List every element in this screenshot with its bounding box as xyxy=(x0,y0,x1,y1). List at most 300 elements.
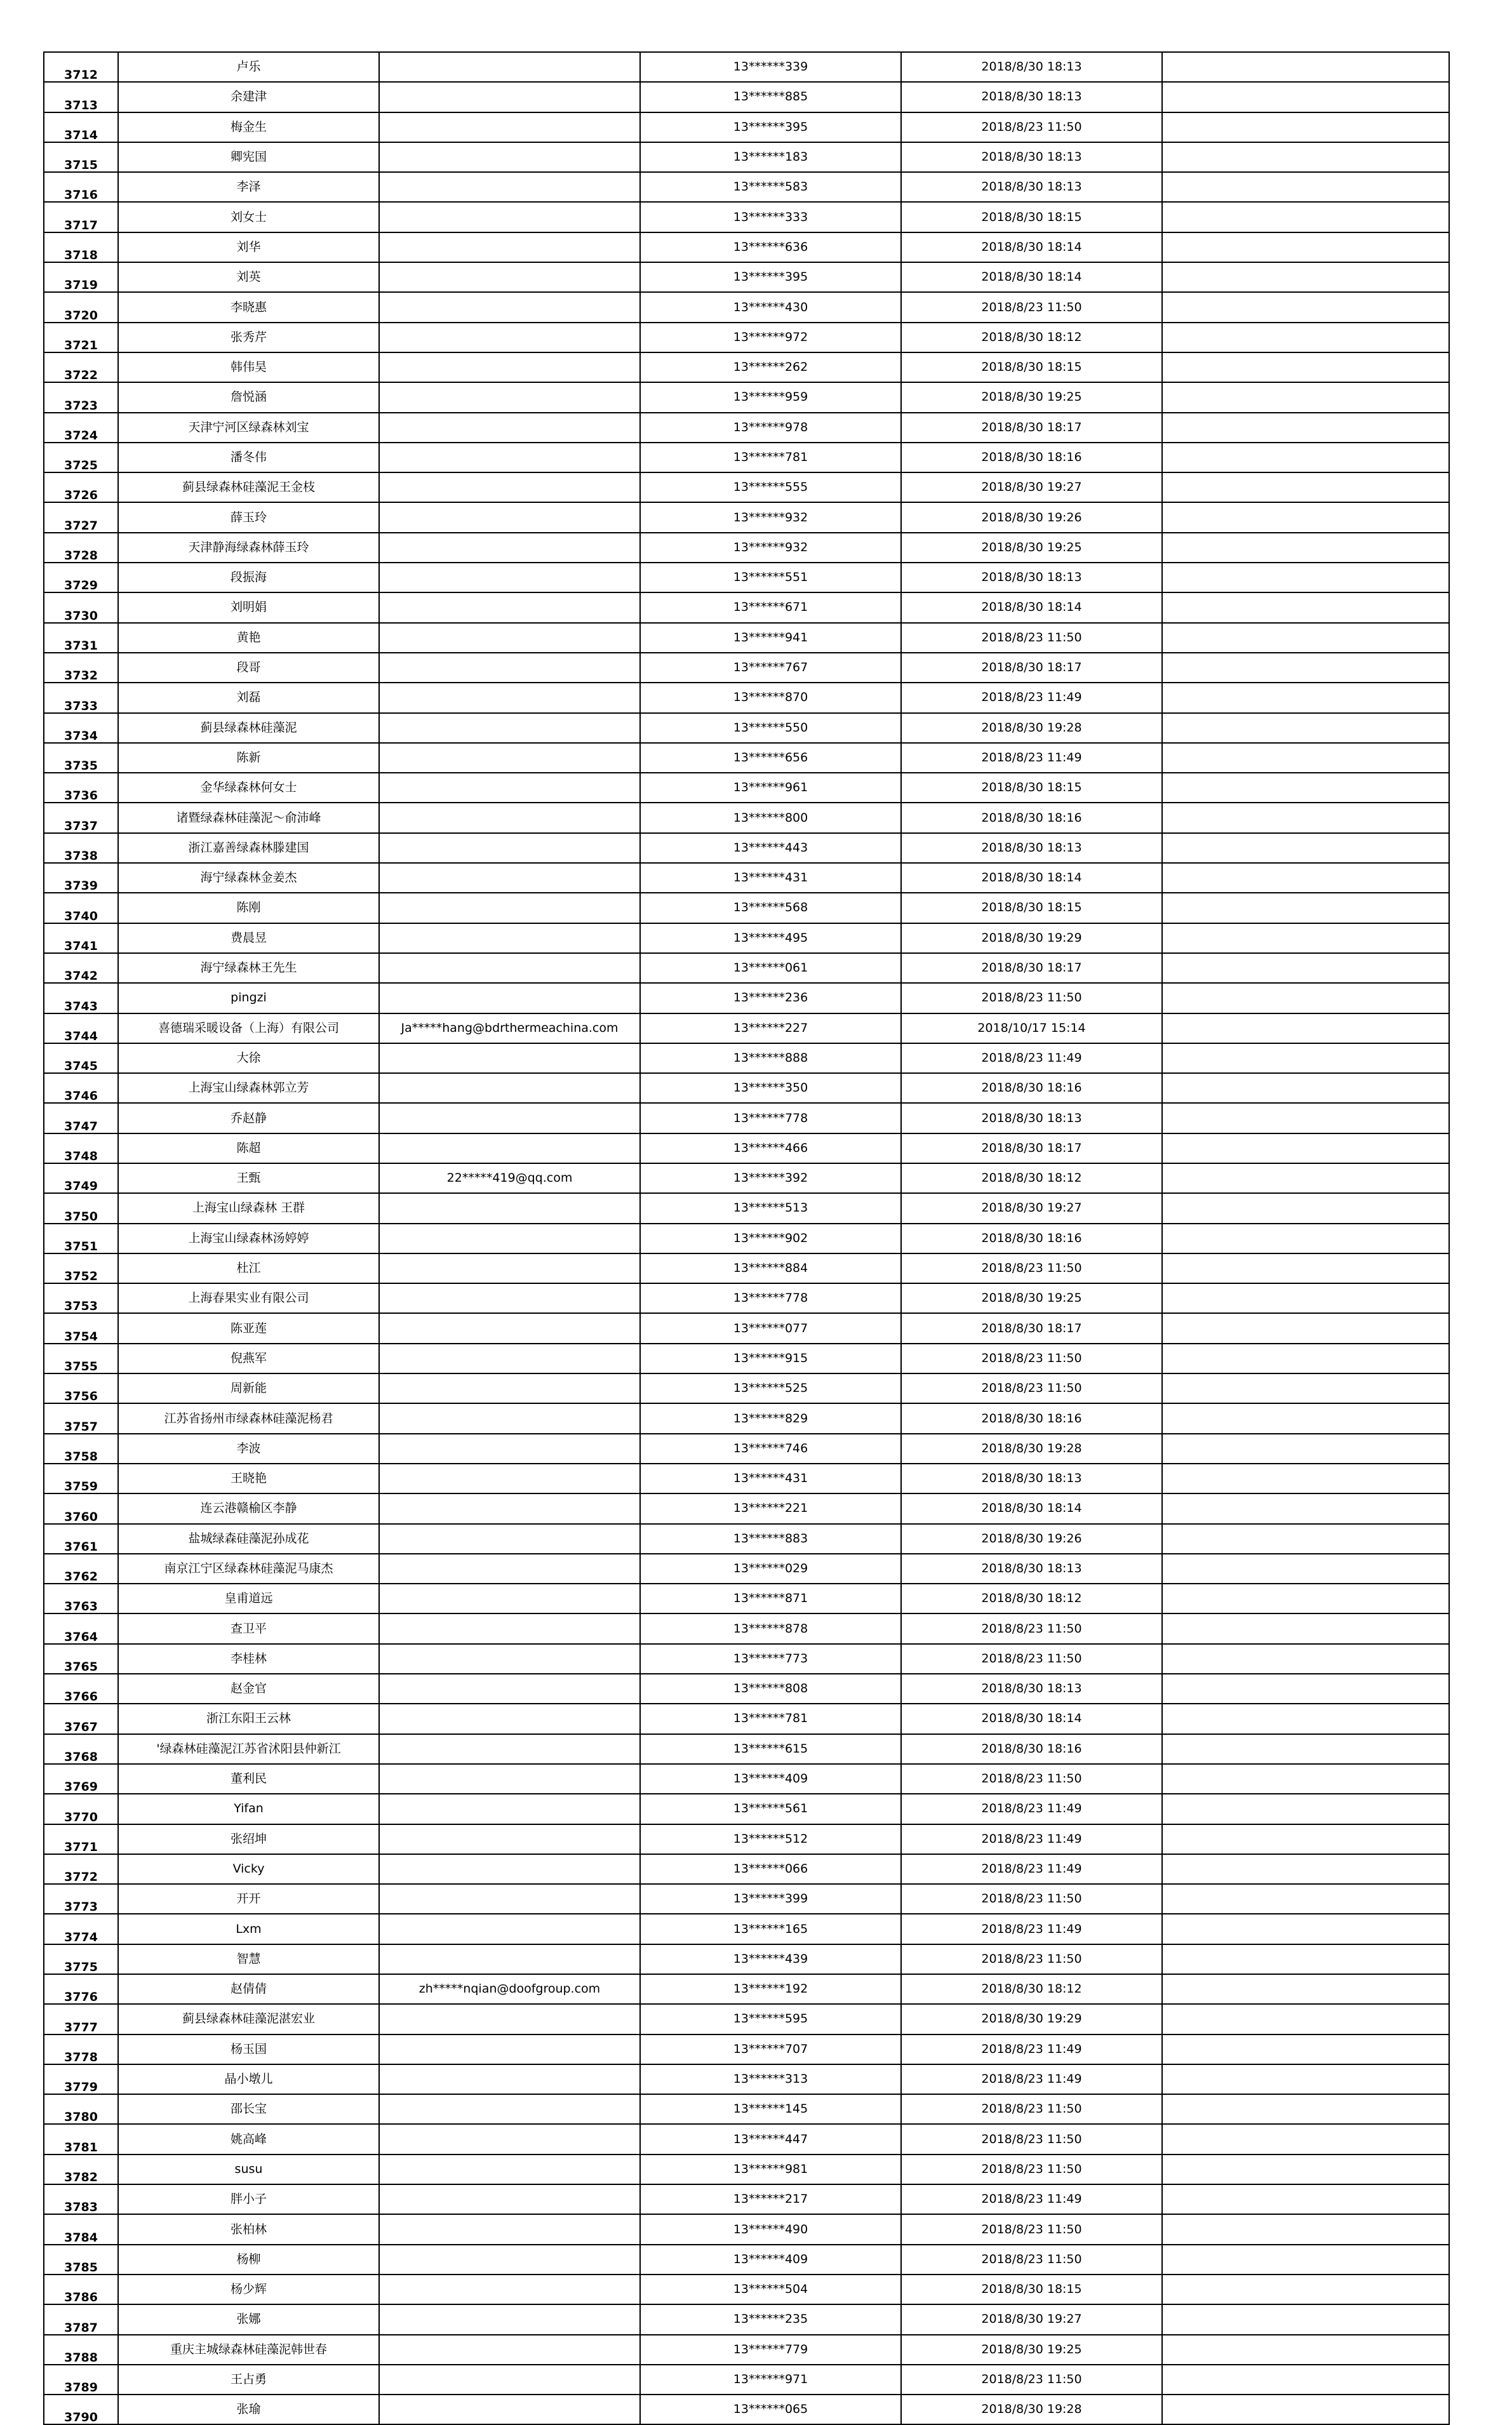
blank-cell xyxy=(1162,2154,1449,2184)
date-cell: 2018/8/23 11:49 xyxy=(901,2034,1162,2064)
table-row xyxy=(44,1163,1449,1193)
table-row xyxy=(44,502,1449,532)
table-row xyxy=(44,2335,1449,2365)
row-number-cell: 3763 xyxy=(44,1584,118,1613)
blank-cell xyxy=(1162,1253,1449,1283)
name-cell: 连云港赣榆区李静 xyxy=(118,1493,379,1523)
date-cell: 2018/8/30 18:16 xyxy=(901,443,1162,472)
email-cell xyxy=(379,2395,640,2424)
table-row xyxy=(44,953,1449,983)
email-cell xyxy=(379,2094,640,2124)
name-cell: 金华绿森林何女士 xyxy=(118,773,379,803)
table-row xyxy=(44,82,1449,112)
table-row xyxy=(44,1493,1449,1523)
blank-cell xyxy=(1162,1734,1449,1764)
date-cell: 2018/8/23 11:50 xyxy=(901,2365,1162,2395)
date-cell: 2018/8/23 11:49 xyxy=(901,2184,1162,2214)
row-number-cell: 3753 xyxy=(44,1283,118,1313)
table-row xyxy=(44,2214,1449,2244)
row-number-cell: 3775 xyxy=(44,1944,118,1974)
blank-cell xyxy=(1162,983,1449,1013)
phone-cell: 13******800 xyxy=(640,803,901,832)
table-row xyxy=(44,893,1449,923)
date-cell: 2018/8/30 18:12 xyxy=(901,1584,1162,1613)
email-cell xyxy=(379,863,640,893)
blank-cell xyxy=(1162,2094,1449,2124)
blank-cell xyxy=(1162,1854,1449,1884)
email-cell xyxy=(379,2004,640,2034)
row-number-cell: 3759 xyxy=(44,1464,118,1493)
email-cell xyxy=(379,773,640,803)
phone-cell: 13******781 xyxy=(640,443,901,472)
row-number-cell: 3758 xyxy=(44,1434,118,1464)
date-cell: 2018/8/30 18:13 xyxy=(901,1554,1162,1584)
blank-cell xyxy=(1162,413,1449,443)
blank-cell xyxy=(1162,2034,1449,2064)
phone-cell: 13******525 xyxy=(640,1373,901,1403)
phone-cell: 13******885 xyxy=(640,82,901,112)
blank-cell xyxy=(1162,2004,1449,2034)
name-cell: 上海宝山绿森林汤婷婷 xyxy=(118,1224,379,1253)
blank-cell xyxy=(1162,202,1449,232)
row-number-cell: 3765 xyxy=(44,1644,118,1674)
date-cell: 2018/8/30 19:29 xyxy=(901,2004,1162,2034)
phone-cell: 13******065 xyxy=(640,2395,901,2424)
email-cell xyxy=(379,413,640,443)
row-number-cell: 3772 xyxy=(44,1854,118,1884)
table-row xyxy=(44,592,1449,622)
blank-cell xyxy=(1162,1403,1449,1433)
blank-cell xyxy=(1162,262,1449,292)
name-cell: 李波 xyxy=(118,1434,379,1464)
blank-cell xyxy=(1162,1283,1449,1313)
email-cell xyxy=(379,1644,640,1674)
table-row xyxy=(44,2275,1449,2304)
table-row xyxy=(44,112,1449,142)
name-cell: 卿宪国 xyxy=(118,142,379,172)
date-cell: 2018/8/30 18:12 xyxy=(901,1974,1162,2004)
email-cell xyxy=(379,1283,640,1313)
blank-cell xyxy=(1162,1464,1449,1493)
blank-cell xyxy=(1162,1674,1449,1704)
phone-cell: 13******941 xyxy=(640,623,901,653)
date-cell: 2018/8/30 19:27 xyxy=(901,2304,1162,2334)
email-cell: Ja*****hang@bdrthermeachina.com xyxy=(379,1013,640,1043)
date-cell: 2018/8/30 18:14 xyxy=(901,232,1162,262)
email-cell xyxy=(379,1493,640,1523)
email-cell xyxy=(379,1734,640,1764)
table-row xyxy=(44,1884,1449,1914)
row-number-cell: 3781 xyxy=(44,2124,118,2154)
blank-cell xyxy=(1162,1043,1449,1073)
phone-cell: 13******961 xyxy=(640,773,901,803)
email-cell xyxy=(379,1313,640,1343)
date-cell: 2018/8/30 18:12 xyxy=(901,323,1162,352)
email-cell xyxy=(379,1464,640,1493)
date-cell: 2018/8/30 19:28 xyxy=(901,713,1162,743)
email-cell xyxy=(379,923,640,953)
email-cell xyxy=(379,112,640,142)
date-cell: 2018/8/23 11:49 xyxy=(901,1824,1162,1854)
phone-cell: 13******878 xyxy=(640,1613,901,1643)
row-number-cell: 3717 xyxy=(44,202,118,232)
blank-cell xyxy=(1162,2304,1449,2334)
table-row xyxy=(44,1644,1449,1674)
phone-cell: 13******339 xyxy=(640,52,901,82)
email-cell xyxy=(379,1224,640,1253)
date-cell: 2018/8/30 19:25 xyxy=(901,1283,1162,1313)
date-cell: 2018/8/30 18:16 xyxy=(901,1073,1162,1103)
phone-cell: 13******490 xyxy=(640,2214,901,2244)
name-cell: 韩伟昊 xyxy=(118,352,379,382)
blank-cell xyxy=(1162,1704,1449,1734)
name-cell: 张娜 xyxy=(118,2304,379,2334)
date-cell: 2018/10/17 15:14 xyxy=(901,1013,1162,1043)
blank-cell xyxy=(1162,142,1449,172)
phone-cell: 13******568 xyxy=(640,893,901,923)
row-number-cell: 3725 xyxy=(44,443,118,472)
blank-cell xyxy=(1162,1133,1449,1163)
name-cell: pingzi xyxy=(118,983,379,1013)
date-cell: 2018/8/23 11:50 xyxy=(901,2245,1162,2275)
blank-cell xyxy=(1162,743,1449,773)
email-cell xyxy=(379,1854,640,1884)
name-cell: 陈超 xyxy=(118,1133,379,1163)
table-row xyxy=(44,2034,1449,2064)
name-cell: 盐城绿森硅藻泥孙成花 xyxy=(118,1524,379,1554)
row-number-cell: 3736 xyxy=(44,773,118,803)
date-cell: 2018/8/23 11:50 xyxy=(901,983,1162,1013)
email-cell xyxy=(379,292,640,322)
email-cell xyxy=(379,443,640,472)
date-cell: 2018/8/23 11:49 xyxy=(901,683,1162,712)
row-number-cell: 3790 xyxy=(44,2395,118,2424)
phone-cell: 13******583 xyxy=(640,172,901,202)
phone-cell: 13******165 xyxy=(640,1914,901,1944)
name-cell: 费晨昱 xyxy=(118,923,379,953)
phone-cell: 13******513 xyxy=(640,1193,901,1223)
row-number-cell: 3745 xyxy=(44,1043,118,1073)
row-number-cell: 3769 xyxy=(44,1764,118,1794)
email-cell xyxy=(379,1704,640,1734)
blank-cell xyxy=(1162,292,1449,322)
name-cell: 浙江东阳王云林 xyxy=(118,1704,379,1734)
email-cell xyxy=(379,2214,640,2244)
blank-cell xyxy=(1162,2335,1449,2365)
row-number-cell: 3786 xyxy=(44,2275,118,2304)
name-cell: 邵长宝 xyxy=(118,2094,379,2124)
row-number-cell: 3788 xyxy=(44,2335,118,2365)
row-number-cell: 3738 xyxy=(44,833,118,863)
row-number-cell: 3730 xyxy=(44,592,118,622)
name-cell: 刘英 xyxy=(118,262,379,292)
table-row xyxy=(44,1734,1449,1764)
phone-cell: 13******555 xyxy=(640,472,901,502)
date-cell: 2018/8/30 18:14 xyxy=(901,592,1162,622)
table-row xyxy=(44,743,1449,773)
date-cell: 2018/8/30 19:28 xyxy=(901,2395,1162,2424)
phone-cell: 13******077 xyxy=(640,1313,901,1343)
table-row xyxy=(44,533,1449,563)
phone-cell: 13******183 xyxy=(640,142,901,172)
date-cell: 2018/8/23 11:50 xyxy=(901,1644,1162,1674)
row-number-cell: 3762 xyxy=(44,1554,118,1584)
row-number-cell: 3713 xyxy=(44,82,118,112)
email-cell xyxy=(379,472,640,502)
name-cell: 南京江宁区绿森林硅藻泥马康杰 xyxy=(118,1554,379,1584)
date-cell: 2018/8/23 11:50 xyxy=(901,623,1162,653)
name-cell: 李泽 xyxy=(118,172,379,202)
email-cell xyxy=(379,1403,640,1433)
email-cell xyxy=(379,52,640,82)
name-cell: 刘明娟 xyxy=(118,592,379,622)
date-cell: 2018/8/30 18:13 xyxy=(901,142,1162,172)
email-cell: zh*****nqian@doofgroup.com xyxy=(379,1974,640,2004)
table-row xyxy=(44,262,1449,292)
phone-cell: 13******512 xyxy=(640,1824,901,1854)
email-cell xyxy=(379,953,640,983)
phone-cell: 13******870 xyxy=(640,683,901,712)
row-number-cell: 3742 xyxy=(44,953,118,983)
blank-cell xyxy=(1162,713,1449,743)
blank-cell xyxy=(1162,232,1449,262)
email-cell xyxy=(379,382,640,412)
date-cell: 2018/8/30 18:14 xyxy=(901,1493,1162,1523)
phone-cell: 13******221 xyxy=(640,1493,901,1523)
phone-cell: 13******871 xyxy=(640,1584,901,1613)
name-cell: 王占勇 xyxy=(118,2365,379,2395)
row-number-cell: 3731 xyxy=(44,623,118,653)
row-number-cell: 3723 xyxy=(44,382,118,412)
date-cell: 2018/8/30 18:13 xyxy=(901,1674,1162,1704)
row-number-cell: 3752 xyxy=(44,1253,118,1283)
phone-cell: 13******902 xyxy=(640,1224,901,1253)
row-number-cell: 3716 xyxy=(44,172,118,202)
name-cell: 上海宝山绿森林郭立芳 xyxy=(118,1073,379,1103)
email-cell xyxy=(379,623,640,653)
email-cell xyxy=(379,1764,640,1794)
table-row xyxy=(44,563,1449,592)
table-body xyxy=(44,52,1449,2424)
date-cell: 2018/8/30 19:25 xyxy=(901,382,1162,412)
row-number-cell: 3754 xyxy=(44,1313,118,1343)
blank-cell xyxy=(1162,1313,1449,1343)
name-cell: 天津宁河区绿森林刘宝 xyxy=(118,413,379,443)
blank-cell xyxy=(1162,563,1449,592)
name-cell: 潘冬伟 xyxy=(118,443,379,472)
name-cell: 晶小墩儿 xyxy=(118,2064,379,2094)
name-cell: 智慧 xyxy=(118,1944,379,1974)
phone-cell: 13******779 xyxy=(640,2335,901,2365)
name-cell: 杨柳 xyxy=(118,2245,379,2275)
table-row xyxy=(44,1344,1449,1373)
row-number-cell: 3732 xyxy=(44,653,118,683)
table-row xyxy=(44,773,1449,803)
date-cell: 2018/8/30 18:17 xyxy=(901,1133,1162,1163)
name-cell: 梅金生 xyxy=(118,112,379,142)
phone-cell: 13******217 xyxy=(640,2184,901,2214)
blank-cell xyxy=(1162,592,1449,622)
phone-cell: 13******773 xyxy=(640,1644,901,1674)
registration-table xyxy=(43,51,1450,2425)
row-number-cell: 3724 xyxy=(44,413,118,443)
phone-cell: 13******778 xyxy=(640,1103,901,1133)
phone-cell: 13******767 xyxy=(640,653,901,683)
blank-cell xyxy=(1162,1013,1449,1043)
table-row xyxy=(44,52,1449,82)
blank-cell xyxy=(1162,2184,1449,2214)
phone-cell: 13******431 xyxy=(640,1464,901,1493)
blank-cell xyxy=(1162,1824,1449,1854)
name-cell: 江苏省扬州市绿森林硅藻泥杨君 xyxy=(118,1403,379,1433)
email-cell xyxy=(379,352,640,382)
email-cell xyxy=(379,743,640,773)
name-cell: 张瑜 xyxy=(118,2395,379,2424)
blank-cell xyxy=(1162,1974,1449,2004)
name-cell: 薛玉玲 xyxy=(118,502,379,532)
blank-cell xyxy=(1162,1584,1449,1613)
name-cell: 倪燕军 xyxy=(118,1344,379,1373)
phone-cell: 13******192 xyxy=(640,1974,901,2004)
blank-cell xyxy=(1162,683,1449,712)
row-number-cell: 3760 xyxy=(44,1493,118,1523)
row-number-cell: 3761 xyxy=(44,1524,118,1554)
email-cell xyxy=(379,713,640,743)
row-number-cell: 3784 xyxy=(44,2214,118,2244)
table-row xyxy=(44,1283,1449,1313)
date-cell: 2018/8/30 19:27 xyxy=(901,1193,1162,1223)
date-cell: 2018/8/30 18:17 xyxy=(901,653,1162,683)
date-cell: 2018/8/23 11:50 xyxy=(901,2214,1162,2244)
name-cell: '绿森林硅藻泥江苏省沭阳县仲新江 xyxy=(118,1734,379,1764)
table-row xyxy=(44,1794,1449,1824)
table-row xyxy=(44,2304,1449,2334)
email-cell xyxy=(379,1043,640,1073)
date-cell: 2018/8/23 11:50 xyxy=(901,2154,1162,2184)
email-cell xyxy=(379,833,640,863)
email-cell xyxy=(379,1824,640,1854)
row-number-cell: 3756 xyxy=(44,1373,118,1403)
name-cell: 陈刚 xyxy=(118,893,379,923)
email-cell xyxy=(379,232,640,262)
row-number-cell: 3729 xyxy=(44,563,118,592)
row-number-cell: 3739 xyxy=(44,863,118,893)
date-cell: 2018/8/30 18:15 xyxy=(901,352,1162,382)
date-cell: 2018/8/30 18:12 xyxy=(901,1163,1162,1193)
row-number-cell: 3755 xyxy=(44,1344,118,1373)
table-row xyxy=(44,683,1449,712)
email-cell xyxy=(379,983,640,1013)
phone-cell: 13******656 xyxy=(640,743,901,773)
table-row xyxy=(44,1974,1449,2004)
email-cell xyxy=(379,2124,640,2154)
table-row xyxy=(44,2365,1449,2395)
phone-cell: 13******431 xyxy=(640,863,901,893)
name-cell: Vicky xyxy=(118,1854,379,1884)
date-cell: 2018/8/30 18:13 xyxy=(901,1103,1162,1133)
row-number-cell: 3777 xyxy=(44,2004,118,2034)
email-cell xyxy=(379,1613,640,1643)
email-cell xyxy=(379,1344,640,1373)
blank-cell xyxy=(1162,82,1449,112)
date-cell: 2018/8/23 11:50 xyxy=(901,1764,1162,1794)
row-number-cell: 3728 xyxy=(44,533,118,563)
row-number-cell: 3783 xyxy=(44,2184,118,2214)
date-cell: 2018/8/30 18:13 xyxy=(901,833,1162,863)
phone-cell: 13******447 xyxy=(640,2124,901,2154)
table-row xyxy=(44,1373,1449,1403)
date-cell: 2018/8/30 18:16 xyxy=(901,1403,1162,1433)
name-cell: 喜德瑞采暖设备（上海）有限公司 xyxy=(118,1013,379,1043)
table-row xyxy=(44,1103,1449,1133)
date-cell: 2018/8/30 18:13 xyxy=(901,563,1162,592)
name-cell: 浙江嘉善绿森林滕建国 xyxy=(118,833,379,863)
name-cell: 蓟县绿森林硅藻泥 xyxy=(118,713,379,743)
table-row xyxy=(44,1944,1449,1974)
phone-cell: 13******932 xyxy=(640,533,901,563)
name-cell: Yifan xyxy=(118,1794,379,1824)
table-row xyxy=(44,1854,1449,1884)
name-cell: 杨少辉 xyxy=(118,2275,379,2304)
blank-cell xyxy=(1162,1764,1449,1794)
table-row xyxy=(44,472,1449,502)
table-row xyxy=(44,1464,1449,1493)
table-row xyxy=(44,1764,1449,1794)
phone-cell: 13******495 xyxy=(640,923,901,953)
row-number-cell: 3721 xyxy=(44,323,118,352)
name-cell: 大徐 xyxy=(118,1043,379,1073)
date-cell: 2018/8/23 11:50 xyxy=(901,292,1162,322)
table-row xyxy=(44,803,1449,832)
email-cell xyxy=(379,1253,640,1283)
table-row xyxy=(44,2245,1449,2275)
email-cell xyxy=(379,893,640,923)
name-cell: 段哥 xyxy=(118,653,379,683)
blank-cell xyxy=(1162,1524,1449,1554)
blank-cell xyxy=(1162,2064,1449,2094)
phone-cell: 13******888 xyxy=(640,1043,901,1073)
email-cell xyxy=(379,1434,640,1464)
blank-cell xyxy=(1162,1613,1449,1643)
email-cell xyxy=(379,653,640,683)
name-cell: 诸暨绿森林硅藻泥～俞沛峰 xyxy=(118,803,379,832)
blank-cell xyxy=(1162,323,1449,352)
name-cell: 查卫平 xyxy=(118,1613,379,1643)
email-cell xyxy=(379,202,640,232)
table-row xyxy=(44,413,1449,443)
email-cell xyxy=(379,1133,640,1163)
phone-cell: 13******551 xyxy=(640,563,901,592)
table-row xyxy=(44,292,1449,322)
row-number-cell: 3764 xyxy=(44,1613,118,1643)
email-cell xyxy=(379,2304,640,2334)
table-row xyxy=(44,1554,1449,1584)
blank-cell xyxy=(1162,653,1449,683)
blank-cell xyxy=(1162,953,1449,983)
phone-cell: 13******333 xyxy=(640,202,901,232)
phone-cell: 13******350 xyxy=(640,1073,901,1103)
email-cell xyxy=(379,2034,640,2064)
date-cell: 2018/8/23 11:49 xyxy=(901,1914,1162,1944)
table-row xyxy=(44,1674,1449,1704)
phone-cell: 13******504 xyxy=(640,2275,901,2304)
phone-cell: 13******671 xyxy=(640,592,901,622)
date-cell: 2018/8/23 11:50 xyxy=(901,2124,1162,2154)
table-row xyxy=(44,2395,1449,2424)
email-cell xyxy=(379,2064,640,2094)
table-row xyxy=(44,1043,1449,1073)
blank-cell xyxy=(1162,502,1449,532)
